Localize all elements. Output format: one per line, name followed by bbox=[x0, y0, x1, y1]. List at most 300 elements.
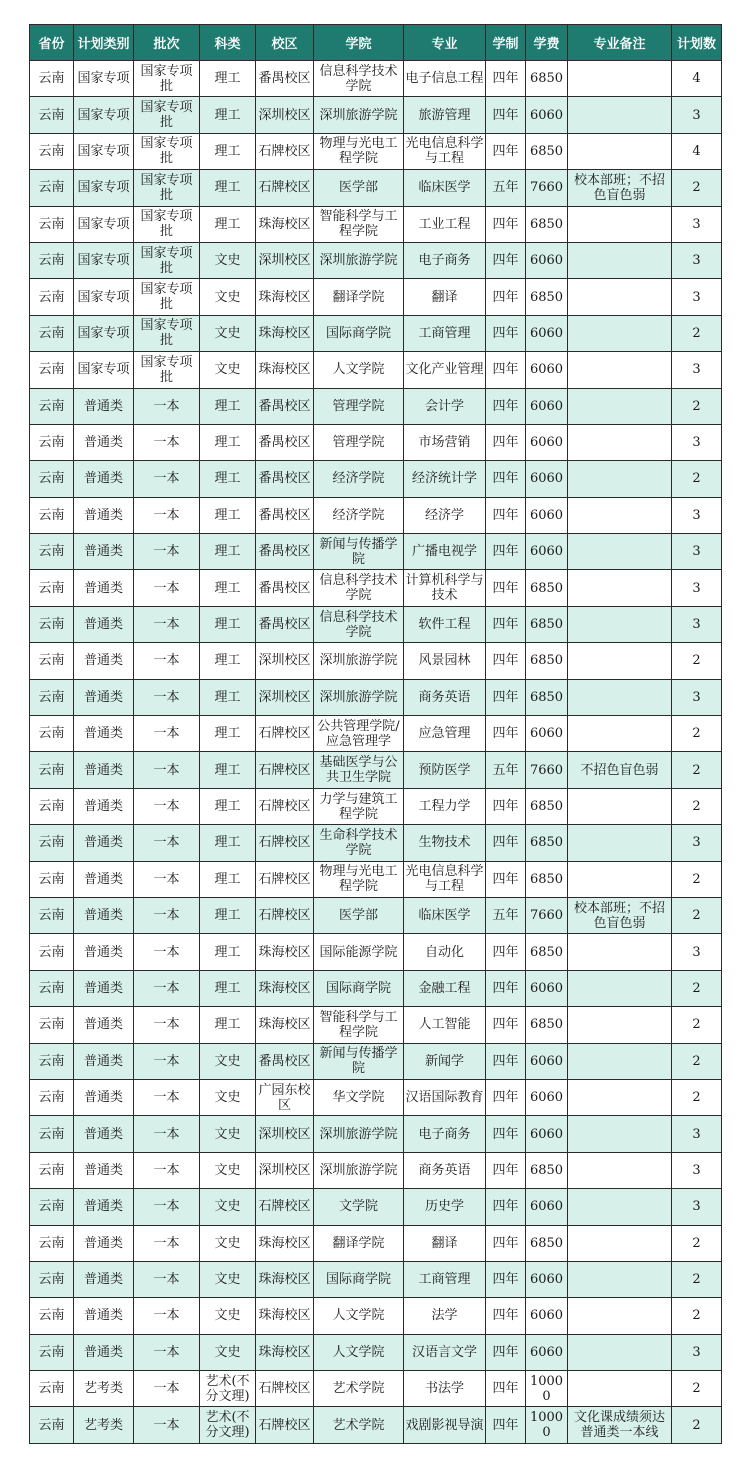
cell-plan-count: 2 bbox=[672, 388, 722, 424]
cell-province: 云南 bbox=[30, 461, 74, 497]
table-row bbox=[30, 242, 722, 278]
cell-tuition: 6850 bbox=[526, 279, 568, 315]
table-row bbox=[30, 1189, 722, 1225]
cell-province: 云南 bbox=[30, 679, 74, 715]
cell-subject-category: 文史 bbox=[200, 1225, 256, 1261]
cell-batch: 一本 bbox=[134, 825, 200, 861]
cell-major-remarks bbox=[568, 1189, 672, 1225]
cell-plan-type: 国家专项 bbox=[74, 279, 134, 315]
column-header-major: 专业 bbox=[404, 25, 486, 61]
cell-plan-count: 2 bbox=[672, 643, 722, 679]
table-row bbox=[30, 1261, 722, 1297]
cell-plan-count: 3 bbox=[672, 825, 722, 861]
cell-subject-category: 文史 bbox=[200, 1334, 256, 1370]
cell-major-remarks bbox=[568, 497, 672, 533]
cell-duration: 四年 bbox=[486, 643, 526, 679]
cell-duration: 四年 bbox=[486, 1189, 526, 1225]
table-row bbox=[30, 1116, 722, 1152]
cell-subject-category: 理工 bbox=[200, 861, 256, 897]
cell-major: 临床医学 bbox=[404, 170, 486, 206]
cell-major: 商务英语 bbox=[404, 679, 486, 715]
cell-plan-count: 2 bbox=[672, 1043, 722, 1079]
cell-tuition: 6060 bbox=[526, 315, 568, 351]
table-row bbox=[30, 133, 722, 169]
cell-major: 汉语言文学 bbox=[404, 1334, 486, 1370]
cell-plan-count: 2 bbox=[672, 1007, 722, 1043]
cell-college: 新闻与传播学院 bbox=[314, 1043, 404, 1079]
cell-duration: 四年 bbox=[486, 934, 526, 970]
cell-campus: 珠海校区 bbox=[256, 1298, 314, 1334]
cell-plan-type: 国家专项 bbox=[74, 97, 134, 133]
cell-plan-type: 普通类 bbox=[74, 1334, 134, 1370]
table-row bbox=[30, 1152, 722, 1188]
cell-major-remarks bbox=[568, 1152, 672, 1188]
cell-major-remarks bbox=[568, 461, 672, 497]
cell-duration: 四年 bbox=[486, 461, 526, 497]
cell-major-remarks bbox=[568, 679, 672, 715]
cell-college: 经济学院 bbox=[314, 461, 404, 497]
cell-major-remarks bbox=[568, 970, 672, 1006]
cell-campus: 珠海校区 bbox=[256, 1007, 314, 1043]
cell-major: 汉语国际教育 bbox=[404, 1079, 486, 1115]
cell-batch: 一本 bbox=[134, 788, 200, 824]
cell-batch: 一本 bbox=[134, 1007, 200, 1043]
cell-college: 国际商学院 bbox=[314, 1261, 404, 1297]
cell-plan-count: 3 bbox=[672, 934, 722, 970]
cell-subject-category: 理工 bbox=[200, 424, 256, 460]
cell-plan-type: 普通类 bbox=[74, 1189, 134, 1225]
cell-batch: 一本 bbox=[134, 897, 200, 933]
cell-tuition: 6060 bbox=[526, 424, 568, 460]
cell-batch: 一本 bbox=[134, 752, 200, 788]
cell-major: 戏剧影视导演 bbox=[404, 1407, 486, 1443]
cell-province: 云南 bbox=[30, 1152, 74, 1188]
cell-subject-category: 理工 bbox=[200, 461, 256, 497]
column-header-college: 学院 bbox=[314, 25, 404, 61]
table-row bbox=[30, 788, 722, 824]
cell-major: 金融工程 bbox=[404, 970, 486, 1006]
cell-plan-type: 普通类 bbox=[74, 716, 134, 752]
cell-plan-count: 2 bbox=[672, 1261, 722, 1297]
cell-duration: 四年 bbox=[486, 497, 526, 533]
cell-duration: 四年 bbox=[486, 1261, 526, 1297]
cell-province: 云南 bbox=[30, 133, 74, 169]
cell-college: 物理与光电工程学院 bbox=[314, 861, 404, 897]
cell-major: 工商管理 bbox=[404, 1261, 486, 1297]
cell-plan-count: 2 bbox=[672, 716, 722, 752]
cell-plan-count: 2 bbox=[672, 752, 722, 788]
cell-major: 电子商务 bbox=[404, 1116, 486, 1152]
cell-batch: 一本 bbox=[134, 1261, 200, 1297]
cell-college: 智能科学与工程学院 bbox=[314, 1007, 404, 1043]
cell-campus: 珠海校区 bbox=[256, 279, 314, 315]
cell-tuition: 6850 bbox=[526, 788, 568, 824]
cell-college: 深圳旅游学院 bbox=[314, 643, 404, 679]
table-row bbox=[30, 461, 722, 497]
cell-tuition: 6060 bbox=[526, 716, 568, 752]
cell-college: 物理与光电工程学院 bbox=[314, 133, 404, 169]
cell-batch: 国家专项批 bbox=[134, 242, 200, 278]
table-row bbox=[30, 606, 722, 642]
cell-subject-category: 理工 bbox=[200, 206, 256, 242]
cell-duration: 四年 bbox=[486, 1407, 526, 1443]
cell-subject-category: 文史 bbox=[200, 1043, 256, 1079]
cell-campus: 石牌校区 bbox=[256, 170, 314, 206]
cell-plan-count: 2 bbox=[672, 861, 722, 897]
cell-plan-count: 3 bbox=[672, 1334, 722, 1370]
cell-campus: 番禺校区 bbox=[256, 606, 314, 642]
cell-tuition: 6850 bbox=[526, 643, 568, 679]
cell-duration: 四年 bbox=[486, 716, 526, 752]
cell-duration: 四年 bbox=[486, 279, 526, 315]
cell-plan-type: 艺考类 bbox=[74, 1407, 134, 1443]
cell-campus: 番禺校区 bbox=[256, 461, 314, 497]
cell-plan-count: 3 bbox=[672, 206, 722, 242]
cell-plan-count: 3 bbox=[672, 570, 722, 606]
cell-subject-category: 理工 bbox=[200, 97, 256, 133]
cell-major: 自动化 bbox=[404, 934, 486, 970]
cell-tuition: 6850 bbox=[526, 1225, 568, 1261]
table-row bbox=[30, 61, 722, 97]
cell-campus: 石牌校区 bbox=[256, 1407, 314, 1443]
cell-tuition: 6850 bbox=[526, 934, 568, 970]
cell-plan-type: 普通类 bbox=[74, 861, 134, 897]
cell-major: 商务英语 bbox=[404, 1152, 486, 1188]
cell-major-remarks: 校本部班；不招色盲色弱 bbox=[568, 170, 672, 206]
cell-province: 云南 bbox=[30, 861, 74, 897]
cell-tuition: 6060 bbox=[526, 1116, 568, 1152]
cell-batch: 一本 bbox=[134, 1152, 200, 1188]
cell-subject-category: 理工 bbox=[200, 388, 256, 424]
cell-batch: 一本 bbox=[134, 861, 200, 897]
cell-batch: 一本 bbox=[134, 497, 200, 533]
cell-campus: 深圳校区 bbox=[256, 1152, 314, 1188]
cell-province: 云南 bbox=[30, 388, 74, 424]
cell-major: 软件工程 bbox=[404, 606, 486, 642]
cell-subject-category: 文史 bbox=[200, 1152, 256, 1188]
cell-plan-type: 普通类 bbox=[74, 679, 134, 715]
table-row bbox=[30, 1043, 722, 1079]
cell-duration: 四年 bbox=[486, 1371, 526, 1407]
cell-campus: 番禺校区 bbox=[256, 424, 314, 460]
cell-campus: 石牌校区 bbox=[256, 825, 314, 861]
cell-college: 艺术学院 bbox=[314, 1407, 404, 1443]
cell-batch: 一本 bbox=[134, 1298, 200, 1334]
cell-plan-count: 3 bbox=[672, 1116, 722, 1152]
cell-province: 云南 bbox=[30, 170, 74, 206]
cell-major-remarks bbox=[568, 133, 672, 169]
cell-tuition: 6850 bbox=[526, 206, 568, 242]
cell-major-remarks bbox=[568, 1334, 672, 1370]
cell-plan-type: 国家专项 bbox=[74, 352, 134, 388]
table-row bbox=[30, 424, 722, 460]
cell-plan-count: 3 bbox=[672, 279, 722, 315]
cell-subject-category: 理工 bbox=[200, 133, 256, 169]
cell-campus: 珠海校区 bbox=[256, 206, 314, 242]
cell-plan-count: 3 bbox=[672, 534, 722, 570]
cell-batch: 一本 bbox=[134, 716, 200, 752]
cell-college: 力学与建筑工程学院 bbox=[314, 788, 404, 824]
cell-plan-type: 普通类 bbox=[74, 461, 134, 497]
cell-college: 深圳旅游学院 bbox=[314, 1116, 404, 1152]
cell-major: 会计学 bbox=[404, 388, 486, 424]
cell-duration: 四年 bbox=[486, 1007, 526, 1043]
cell-tuition: 6060 bbox=[526, 388, 568, 424]
cell-batch: 一本 bbox=[134, 970, 200, 1006]
cell-major-remarks bbox=[568, 1261, 672, 1297]
cell-province: 云南 bbox=[30, 897, 74, 933]
cell-college: 人文学院 bbox=[314, 1334, 404, 1370]
cell-batch: 国家专项批 bbox=[134, 279, 200, 315]
table-row bbox=[30, 497, 722, 533]
cell-batch: 国家专项批 bbox=[134, 315, 200, 351]
cell-subject-category: 理工 bbox=[200, 716, 256, 752]
cell-batch: 国家专项批 bbox=[134, 133, 200, 169]
cell-plan-type: 普通类 bbox=[74, 825, 134, 861]
cell-subject-category: 文史 bbox=[200, 1261, 256, 1297]
cell-tuition: 7660 bbox=[526, 752, 568, 788]
cell-college: 人文学院 bbox=[314, 1298, 404, 1334]
table-row bbox=[30, 1407, 722, 1443]
cell-province: 云南 bbox=[30, 242, 74, 278]
column-header-plan-count: 计划数 bbox=[672, 25, 722, 61]
cell-duration: 四年 bbox=[486, 424, 526, 460]
cell-plan-count: 2 bbox=[672, 315, 722, 351]
cell-major-remarks bbox=[568, 1079, 672, 1115]
cell-plan-type: 普通类 bbox=[74, 1261, 134, 1297]
cell-batch: 一本 bbox=[134, 1116, 200, 1152]
cell-major-remarks bbox=[568, 1007, 672, 1043]
cell-duration: 五年 bbox=[486, 752, 526, 788]
cell-campus: 珠海校区 bbox=[256, 1261, 314, 1297]
cell-major-remarks bbox=[568, 1043, 672, 1079]
cell-province: 云南 bbox=[30, 534, 74, 570]
cell-plan-type: 国家专项 bbox=[74, 170, 134, 206]
cell-major-remarks bbox=[568, 97, 672, 133]
cell-plan-type: 普通类 bbox=[74, 643, 134, 679]
cell-campus: 珠海校区 bbox=[256, 934, 314, 970]
cell-subject-category: 艺术(不分文理) bbox=[200, 1371, 256, 1407]
cell-plan-count: 3 bbox=[672, 1189, 722, 1225]
cell-province: 云南 bbox=[30, 1116, 74, 1152]
column-header-major-remarks: 专业备注 bbox=[568, 25, 672, 61]
cell-campus: 深圳校区 bbox=[256, 97, 314, 133]
cell-campus: 番禺校区 bbox=[256, 534, 314, 570]
cell-subject-category: 理工 bbox=[200, 825, 256, 861]
cell-plan-type: 国家专项 bbox=[74, 206, 134, 242]
table-row bbox=[30, 1334, 722, 1370]
cell-duration: 四年 bbox=[486, 606, 526, 642]
cell-province: 云南 bbox=[30, 825, 74, 861]
cell-tuition: 6060 bbox=[526, 1334, 568, 1370]
cell-college: 深圳旅游学院 bbox=[314, 679, 404, 715]
table-row bbox=[30, 1225, 722, 1261]
cell-major: 工商管理 bbox=[404, 315, 486, 351]
cell-college: 艺术学院 bbox=[314, 1371, 404, 1407]
cell-plan-count: 2 bbox=[672, 1407, 722, 1443]
cell-tuition: 6060 bbox=[526, 97, 568, 133]
cell-campus: 番禺校区 bbox=[256, 570, 314, 606]
cell-tuition: 6850 bbox=[526, 1007, 568, 1043]
cell-major: 人工智能 bbox=[404, 1007, 486, 1043]
cell-plan-type: 艺考类 bbox=[74, 1371, 134, 1407]
cell-major-remarks bbox=[568, 424, 672, 460]
cell-plan-count: 3 bbox=[672, 606, 722, 642]
cell-plan-count: 2 bbox=[672, 788, 722, 824]
cell-campus: 番禺校区 bbox=[256, 497, 314, 533]
cell-subject-category: 理工 bbox=[200, 606, 256, 642]
cell-major: 光电信息科学与工程 bbox=[404, 861, 486, 897]
column-header-province: 省份 bbox=[30, 25, 74, 61]
cell-campus: 深圳校区 bbox=[256, 679, 314, 715]
cell-major-remarks bbox=[568, 788, 672, 824]
cell-subject-category: 理工 bbox=[200, 788, 256, 824]
cell-batch: 一本 bbox=[134, 1371, 200, 1407]
table-row bbox=[30, 279, 722, 315]
cell-college: 管理学院 bbox=[314, 424, 404, 460]
cell-plan-count: 3 bbox=[672, 497, 722, 533]
cell-plan-type: 普通类 bbox=[74, 1298, 134, 1334]
cell-major-remarks bbox=[568, 1298, 672, 1334]
cell-campus: 珠海校区 bbox=[256, 970, 314, 1006]
cell-province: 云南 bbox=[30, 315, 74, 351]
cell-batch: 一本 bbox=[134, 1079, 200, 1115]
table-row bbox=[30, 861, 722, 897]
cell-plan-type: 普通类 bbox=[74, 534, 134, 570]
cell-major: 翻译 bbox=[404, 1225, 486, 1261]
cell-campus: 石牌校区 bbox=[256, 133, 314, 169]
cell-subject-category: 理工 bbox=[200, 970, 256, 1006]
cell-college: 国际能源学院 bbox=[314, 934, 404, 970]
cell-major-remarks bbox=[568, 352, 672, 388]
cell-batch: 国家专项批 bbox=[134, 352, 200, 388]
cell-province: 云南 bbox=[30, 934, 74, 970]
cell-plan-type: 国家专项 bbox=[74, 133, 134, 169]
cell-duration: 四年 bbox=[486, 1079, 526, 1115]
cell-plan-count: 3 bbox=[672, 352, 722, 388]
cell-plan-type: 普通类 bbox=[74, 424, 134, 460]
cell-duration: 四年 bbox=[486, 970, 526, 1006]
cell-major-remarks bbox=[568, 1371, 672, 1407]
cell-province: 云南 bbox=[30, 206, 74, 242]
table-row bbox=[30, 570, 722, 606]
cell-tuition: 6850 bbox=[526, 861, 568, 897]
cell-duration: 五年 bbox=[486, 897, 526, 933]
cell-major-remarks bbox=[568, 1116, 672, 1152]
cell-batch: 一本 bbox=[134, 606, 200, 642]
cell-duration: 四年 bbox=[486, 1152, 526, 1188]
cell-duration: 四年 bbox=[486, 1298, 526, 1334]
cell-batch: 一本 bbox=[134, 643, 200, 679]
cell-batch: 一本 bbox=[134, 1407, 200, 1443]
column-header-batch: 批次 bbox=[134, 25, 200, 61]
cell-plan-type: 普通类 bbox=[74, 970, 134, 1006]
cell-major-remarks bbox=[568, 388, 672, 424]
cell-duration: 四年 bbox=[486, 352, 526, 388]
cell-campus: 珠海校区 bbox=[256, 352, 314, 388]
cell-college: 基础医学与公共卫生学院 bbox=[314, 752, 404, 788]
cell-province: 云南 bbox=[30, 570, 74, 606]
cell-tuition: 6850 bbox=[526, 133, 568, 169]
cell-duration: 四年 bbox=[486, 388, 526, 424]
table-header-row bbox=[30, 25, 722, 61]
cell-major-remarks bbox=[568, 61, 672, 97]
cell-major: 电子商务 bbox=[404, 242, 486, 278]
cell-plan-count: 2 bbox=[672, 897, 722, 933]
cell-province: 云南 bbox=[30, 1043, 74, 1079]
cell-tuition: 6850 bbox=[526, 679, 568, 715]
column-header-tuition: 学费 bbox=[526, 25, 568, 61]
cell-plan-type: 普通类 bbox=[74, 1152, 134, 1188]
cell-tuition: 6060 bbox=[526, 1298, 568, 1334]
cell-major: 文化产业管理 bbox=[404, 352, 486, 388]
cell-province: 云南 bbox=[30, 788, 74, 824]
cell-campus: 深圳校区 bbox=[256, 242, 314, 278]
cell-college: 医学部 bbox=[314, 170, 404, 206]
cell-plan-type: 普通类 bbox=[74, 897, 134, 933]
cell-plan-type: 普通类 bbox=[74, 497, 134, 533]
table-body bbox=[30, 61, 722, 1444]
cell-subject-category: 文史 bbox=[200, 242, 256, 278]
cell-plan-count: 3 bbox=[672, 424, 722, 460]
cell-plan-count: 2 bbox=[672, 461, 722, 497]
cell-campus: 石牌校区 bbox=[256, 1189, 314, 1225]
cell-college: 医学部 bbox=[314, 897, 404, 933]
cell-province: 云南 bbox=[30, 1189, 74, 1225]
cell-campus: 石牌校区 bbox=[256, 788, 314, 824]
cell-major-remarks bbox=[568, 315, 672, 351]
cell-duration: 四年 bbox=[486, 206, 526, 242]
cell-province: 云南 bbox=[30, 97, 74, 133]
column-header-duration: 学制 bbox=[486, 25, 526, 61]
cell-duration: 四年 bbox=[486, 788, 526, 824]
cell-college: 深圳旅游学院 bbox=[314, 1152, 404, 1188]
table-row bbox=[30, 679, 722, 715]
cell-plan-type: 普通类 bbox=[74, 1116, 134, 1152]
table-row bbox=[30, 315, 722, 351]
cell-major: 工业工程 bbox=[404, 206, 486, 242]
column-header-plan-type: 计划类别 bbox=[74, 25, 134, 61]
cell-plan-count: 2 bbox=[672, 970, 722, 1006]
cell-subject-category: 理工 bbox=[200, 934, 256, 970]
cell-campus: 深圳校区 bbox=[256, 643, 314, 679]
cell-batch: 一本 bbox=[134, 1225, 200, 1261]
cell-plan-count: 3 bbox=[672, 97, 722, 133]
cell-batch: 国家专项批 bbox=[134, 206, 200, 242]
cell-campus: 石牌校区 bbox=[256, 752, 314, 788]
cell-province: 云南 bbox=[30, 643, 74, 679]
cell-duration: 四年 bbox=[486, 1043, 526, 1079]
cell-plan-type: 国家专项 bbox=[74, 242, 134, 278]
cell-campus: 广园东校区 bbox=[256, 1079, 314, 1115]
cell-college: 翻译学院 bbox=[314, 1225, 404, 1261]
cell-tuition: 6060 bbox=[526, 242, 568, 278]
cell-major: 旅游管理 bbox=[404, 97, 486, 133]
cell-major: 应急管理 bbox=[404, 716, 486, 752]
table-row bbox=[30, 534, 722, 570]
cell-tuition: 6850 bbox=[526, 825, 568, 861]
cell-tuition: 10000 bbox=[526, 1371, 568, 1407]
cell-major-remarks bbox=[568, 1225, 672, 1261]
cell-province: 云南 bbox=[30, 1371, 74, 1407]
cell-major: 电子信息工程 bbox=[404, 61, 486, 97]
cell-college: 管理学院 bbox=[314, 388, 404, 424]
cell-campus: 珠海校区 bbox=[256, 315, 314, 351]
cell-province: 云南 bbox=[30, 606, 74, 642]
cell-major: 历史学 bbox=[404, 1189, 486, 1225]
cell-plan-type: 国家专项 bbox=[74, 315, 134, 351]
cell-major-remarks bbox=[568, 534, 672, 570]
